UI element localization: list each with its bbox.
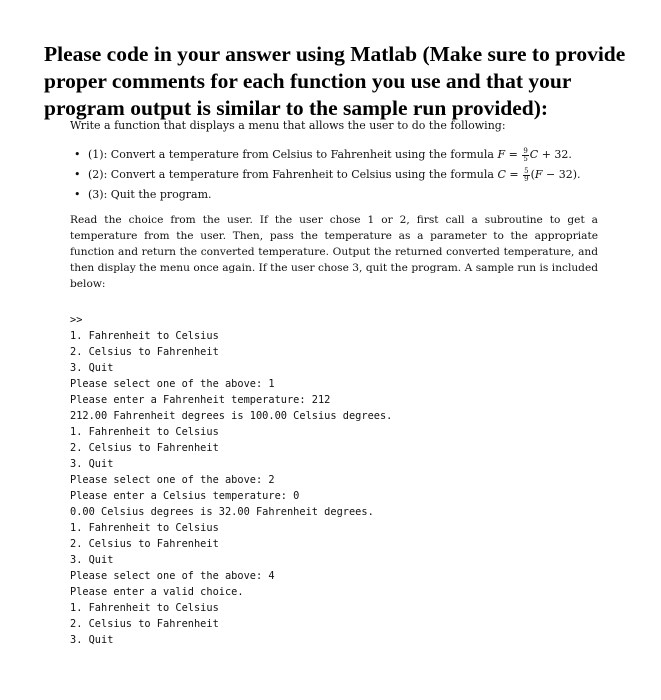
sample-run-line: 212.00 Fahrenheit degrees is 100.00 Celsius degrees. <box>70 410 393 422</box>
instructions-paragraph: Read the choice from the user. If the user chose 1 or 2, first call a subroutine to get a temperature from the user. Then, pass the temperature as a parameter to the appropriate function and return the converted temperature. Output the returned converted temperature, and then display the menu once again. If the user chose 3, quit the program. A sample run is included below: <box>70 214 598 290</box>
sample-run-output <box>70 312 392 648</box>
bullet-icon: • <box>74 168 81 181</box>
bullet-icon: • <box>74 148 81 161</box>
option-3-text: (3): Quit the program. <box>88 188 212 201</box>
sample-run-line: 2. Celsius to Fahrenheit <box>70 538 219 550</box>
option-1-prefix: (1): Convert a temperature from Celsius to Fahrenheit using the formula <box>88 148 498 161</box>
formula-suffix: − 32). <box>542 168 581 181</box>
formula-variable: C <box>529 148 539 161</box>
sample-run-line: 3. Quit <box>70 362 114 374</box>
list-item-option-2 <box>70 165 630 185</box>
sample-run-line: 2. Celsius to Fahrenheit <box>70 346 219 358</box>
bullet-icon: • <box>74 188 81 201</box>
menu-options-list <box>70 145 630 205</box>
sample-run-line: 3. Quit <box>70 458 114 470</box>
sample-run-line: Please enter a Fahrenheit temperature: 212 <box>70 394 331 406</box>
list-item-option-3 <box>70 185 630 205</box>
fraction-numerator: 5 <box>524 166 529 175</box>
formula-suffix: + 32. <box>538 148 572 161</box>
sample-run-line: 1. Fahrenheit to Celsius <box>70 602 219 614</box>
formula-equals: = <box>505 148 522 161</box>
option-2-prefix: (2): Convert a temperature from Fahrenheit to Celsius using the formula <box>88 168 498 181</box>
sample-run-line: 0.00 Celsius degrees is 32.00 Fahrenheit degrees. <box>70 506 374 518</box>
fraction-numerator: 9 <box>523 146 528 155</box>
sample-run-line: 1. Fahrenheit to Celsius <box>70 330 219 342</box>
formula-equals: = <box>505 168 523 181</box>
intro-text: Write a function that displays a menu that allows the user to do the following: <box>70 119 506 132</box>
formula-paren: ( <box>530 168 535 181</box>
fraction-denominator: 9 <box>524 174 529 183</box>
formula-variable: C <box>497 168 506 181</box>
fraction-denominator: 5 <box>523 154 528 163</box>
sample-run-line: >> <box>70 314 83 326</box>
formula-variable: F <box>497 148 506 161</box>
sample-run-line: Please select one of the above: 4 <box>70 570 275 582</box>
sample-run-line: 1. Fahrenheit to Celsius <box>70 426 219 438</box>
sample-run-line: 3. Quit <box>70 554 114 566</box>
sample-run-line: 2. Celsius to Fahrenheit <box>70 442 219 454</box>
sample-run-line: Please enter a valid choice. <box>70 586 244 598</box>
question-heading: Please code in your answer using Matlab (Make sure to provide proper comments for each function you use and that your program output is similar to the sample run provided): <box>44 42 626 120</box>
sample-run-line: Please select one of the above: 2 <box>70 474 275 486</box>
sample-run-line: 3. Quit <box>70 634 114 646</box>
list-item-option-1 <box>70 145 630 165</box>
formula-fraction <box>522 148 528 163</box>
formula-fraction <box>523 168 529 183</box>
sample-run-line: 1. Fahrenheit to Celsius <box>70 522 219 534</box>
sample-run-line: 2. Celsius to Fahrenheit <box>70 618 219 630</box>
sample-run-line: Please select one of the above: 1 <box>70 378 275 390</box>
sample-run-line: Please enter a Celsius temperature: 0 <box>70 490 300 502</box>
formula-variable: F <box>534 168 543 181</box>
